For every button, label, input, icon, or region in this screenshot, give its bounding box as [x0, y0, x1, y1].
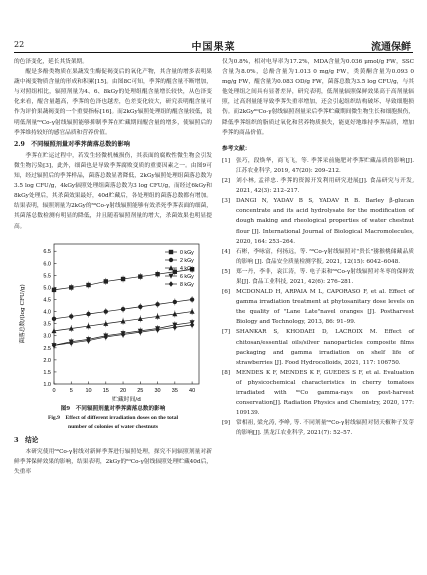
paragraph: 仅为0.8%，相对电导率为17.2%，MDA含量为0.036 μmol/g FW，SSC含量为8.0%，总酚含量为1.013 0 mg/g FW，类黄酮含量为0.093 0 mg/g FW，醌含量为0.083 OD/g FW，菌落总数为3.5 log CFU/g，与其他处理组之间具有显著差异，研究表明，低剂量辐照保鲜效果高于高剂量辐照，过高剂量能导致季荠失重率增加，还会引起组织结构破坏、导致细胞损伤。而2kGy⁶⁰Co-γ射线辐照剂量采后季荠贮藏期间微生物生长和细胞损伤，降低季荠组织的脂质过氧化和营养物质损失，能更好地维持季荠品质，增加季荠的商品价值。 [222, 59, 414, 136]
y-tick-label: 1.5 [43, 369, 51, 376]
data-point [173, 299, 177, 303]
paragraph: 的色泽变化，延长其货架期。 [14, 59, 88, 65]
reference-text: 常相祖, 梁允涛, 李峥, 等. 不同剂量⁶⁰Co-γ射线辐照对韧天椒种子发芽的影响[J]. 黑龙江农业科学, 2021(7): 52–57. [236, 420, 414, 437]
reference-number: [8] [222, 369, 231, 376]
reference-number: [2] [222, 178, 231, 185]
y-tick-label: 4.5 [43, 297, 51, 304]
reference-number: [1] [222, 157, 231, 164]
data-point [155, 302, 159, 306]
x-tick-label: 0 [52, 387, 56, 394]
reference-text: 张巧，段焕华，商飞飞，等. 季荠采前施肥对季荠贮藏品质的影响[J]. 江苏农业科学, 2019, 47(20): 209–212. [236, 157, 414, 174]
x-tick-label: 35 [171, 387, 178, 394]
data-point [69, 314, 73, 318]
references-list [222, 156, 414, 439]
legend-label: 2 kGy [180, 257, 194, 264]
reference-item [222, 418, 414, 438]
y-tick-label: 5.0 [43, 285, 51, 292]
data-point [86, 311, 90, 315]
right-column [222, 57, 414, 438]
y-tick-label: 2.5 [43, 345, 51, 352]
x-tick-label: 10 [85, 387, 92, 394]
y-tick-label: 1.0 [43, 381, 51, 388]
header-rule [14, 52, 413, 53]
legend-marker [169, 281, 173, 287]
x-tick-label: 40 [189, 387, 196, 394]
reference-text: 刘小林, 孟祥忠. 季荠的资源开发利用研究进展[J]. 食品研究与开发, 2021, 42(3): 212–217. [236, 178, 414, 195]
reference-number: [5] [222, 268, 231, 275]
reference-item [222, 267, 414, 287]
reference-text: 郑一丹，李非，袁江涛，等. 电子束和⁶⁰Co-γ射线辐照对冬枣的保鲜效果[J]. 食品工业科技, 2021, 42(6): 276–281. [236, 268, 414, 285]
reference-text: DANGI N, YADAV B S, YADAV R B. Barley β-glucan concentrate and its acid hydrolysate for the modification of dough making and rheological properties of water chestnut flour [J]. International Journal of Biological Macromolecules, 2020, 164: 253–264. [236, 198, 414, 245]
section-heading: 2.9 不同辐照剂量对季荠菌落总数的影响 [14, 140, 130, 148]
reference-item [222, 287, 414, 327]
figure-caption-en-2: number of colonies of water chestnuts [67, 423, 159, 430]
left-column [14, 57, 212, 477]
data-point [173, 269, 177, 273]
reference-item [222, 247, 414, 267]
figure-9 [14, 234, 212, 404]
data-point [86, 282, 90, 286]
legend-marker [169, 257, 173, 261]
legend-marker [169, 249, 173, 253]
section-heading-conclusion: 3 结论 [14, 435, 39, 444]
data-point [121, 276, 125, 280]
data-point [104, 309, 108, 313]
reference-number: [4] [222, 248, 231, 255]
page-header [0, 0, 427, 56]
data-point [155, 272, 159, 276]
legend-label: 4 kGy [180, 265, 194, 272]
x-tick-label: 25 [137, 387, 144, 394]
x-tick-label: 15 [102, 387, 109, 394]
reference-item [222, 176, 414, 196]
x-tick-label: 30 [154, 387, 161, 394]
data-point [138, 274, 142, 278]
reference-text: 石彬，李咏富，何扬远，等. ⁶⁰Co-γ射线辐照对"贵长"猕猴桃储藏品质的影响 [J]. 食品安全质量检测学报, 2021, 12(15): 6042–6048. [236, 248, 414, 265]
y-tick-label: 6.0 [43, 260, 51, 267]
reference-number: [6] [222, 289, 231, 296]
data-point [104, 279, 108, 283]
reference-item [222, 196, 414, 246]
reference-item [222, 327, 414, 367]
legend-label: 8 kGy [180, 281, 194, 288]
reference-number: [9] [222, 420, 231, 427]
paragraph: 醌是多酚类物质在果蔬发生酶促褐变后的氧化产物，其含量的增多表明果蔬中褐变物质含量的形成和积累[15]。由图8C可知，季荠的醌含量不断增加，与对照组相比，辐照剂量为4、6、8kGy的处理组醌含量增长较快，从色泽变化来看，醌含量越高，季荠的色泽也越差，色差变化较大，研究表明醌含量可作为评价果蔬褐变的一个重要指标[16]。而2kGy辐照处理组的醌含量较低，说明低剂量⁶⁰Co-γ射线辐照能够抑制季荠在贮藏期间醌含量的增多，使辐照后的季荠维持较好的感官品质和营养价值。 [14, 69, 212, 136]
reference-text: SHANKAR S, KHODAEI D, LACROIX M. Effect of chitosan/essential oils/silver nanoparticles composite films packaging and gamma irradiation on shelf life of strawberries [J]. Food Hydrocolloids, 2021, 117: 106750. [236, 329, 414, 366]
reference-number: [7] [222, 329, 231, 336]
chart-svg [14, 234, 212, 404]
y-tick-label: 2.0 [43, 357, 51, 364]
reference-number: [3] [222, 198, 231, 205]
section-title: 流通保鲜 [371, 42, 411, 53]
x-tick-label: 20 [119, 387, 127, 394]
reference-text: MENDES K F, MENDES K F, GUEDES S F, et al. Evaluation of physicochemical characteristics in cherry tomatoes irradiated with ⁶⁰Co gamma-rays on post-harvest conservation[J]. Radiation Physics and Chemistry, 2020, 177: 109139. [236, 369, 414, 417]
reference-item [222, 156, 414, 176]
y-tick-label: 3.0 [43, 333, 51, 340]
paragraph: 季荠在贮运过程中，若发生轻微机械损伤，其表面的腐败性微生物会引发微生物污染[3]，此外，细菌也是导致季荠腐败变质的重要因素之一。由图9可知，经过辐照后的季荠样品，菌落总数显著降低，2kGy辐照处理组菌落总数为3.5 log CFU/g，4kGy辐照处理组菌落总数为3 log CFU/g，而经过6kGy和8kGy处理后，其杀菌效果最好，40d贮藏后，各处理组的菌落总数都有增加。结果表明，辐照剂量为2kGy的⁶⁰Co-γ射线辐照能够有效杀死季荠表面的细菌，其菌落总数检测有明显的降低，并且随着辐照剂量的增大，杀菌效果也明显提高。 [14, 152, 212, 230]
x-axis-label: 贮藏时间/d [112, 396, 141, 403]
figure-caption-cn: 图9 不同辐照剂量对季荠菌落总数的影响 [60, 405, 166, 412]
y-axis-label: 菌落总数/(log CFU/g) [20, 283, 26, 344]
reference-text: MCDONALD H, ARPAIA M L, CAPORASO F, et al. Effect of gamma irradiation treatment at phytosanitary dose levels on the quality of "Lane Late"navel oranges [J]. Postharvest Biology and Technology, 2013, 86: 91–99. [236, 289, 414, 326]
data-point [52, 287, 56, 291]
references-title: 参考文献： [222, 145, 251, 152]
data-point [138, 304, 142, 308]
legend-label: 6 kGy [180, 273, 194, 280]
data-point [52, 316, 56, 320]
figure-caption-en: Fig.9 Effect of different irradiation doses on the total [47, 414, 179, 421]
y-tick-label: 4.0 [43, 309, 51, 316]
legend-label: 0 kGy [180, 249, 194, 256]
x-tick-label: 5 [69, 387, 73, 394]
page-number: 22 [14, 40, 25, 49]
y-tick-label: 6.5 [43, 248, 51, 255]
paragraph: 本研究使用⁶⁰Co-γ射线对新鲜季荠进行辐照处理，探究不同辐照剂量对新鲜季荠保鲜效果的影响，结果表明，2kGy的⁶⁰Co-γ射线辐照处理贮藏40d后，失重率 [14, 448, 212, 475]
y-tick-label: 3.5 [43, 321, 51, 328]
data-point [69, 285, 73, 289]
reference-item [222, 368, 414, 418]
journal-title: 中国果菜 [191, 42, 236, 53]
data-point [190, 297, 194, 301]
data-point [190, 308, 195, 313]
data-point [121, 307, 125, 311]
y-tick-label: 5.5 [43, 272, 51, 279]
